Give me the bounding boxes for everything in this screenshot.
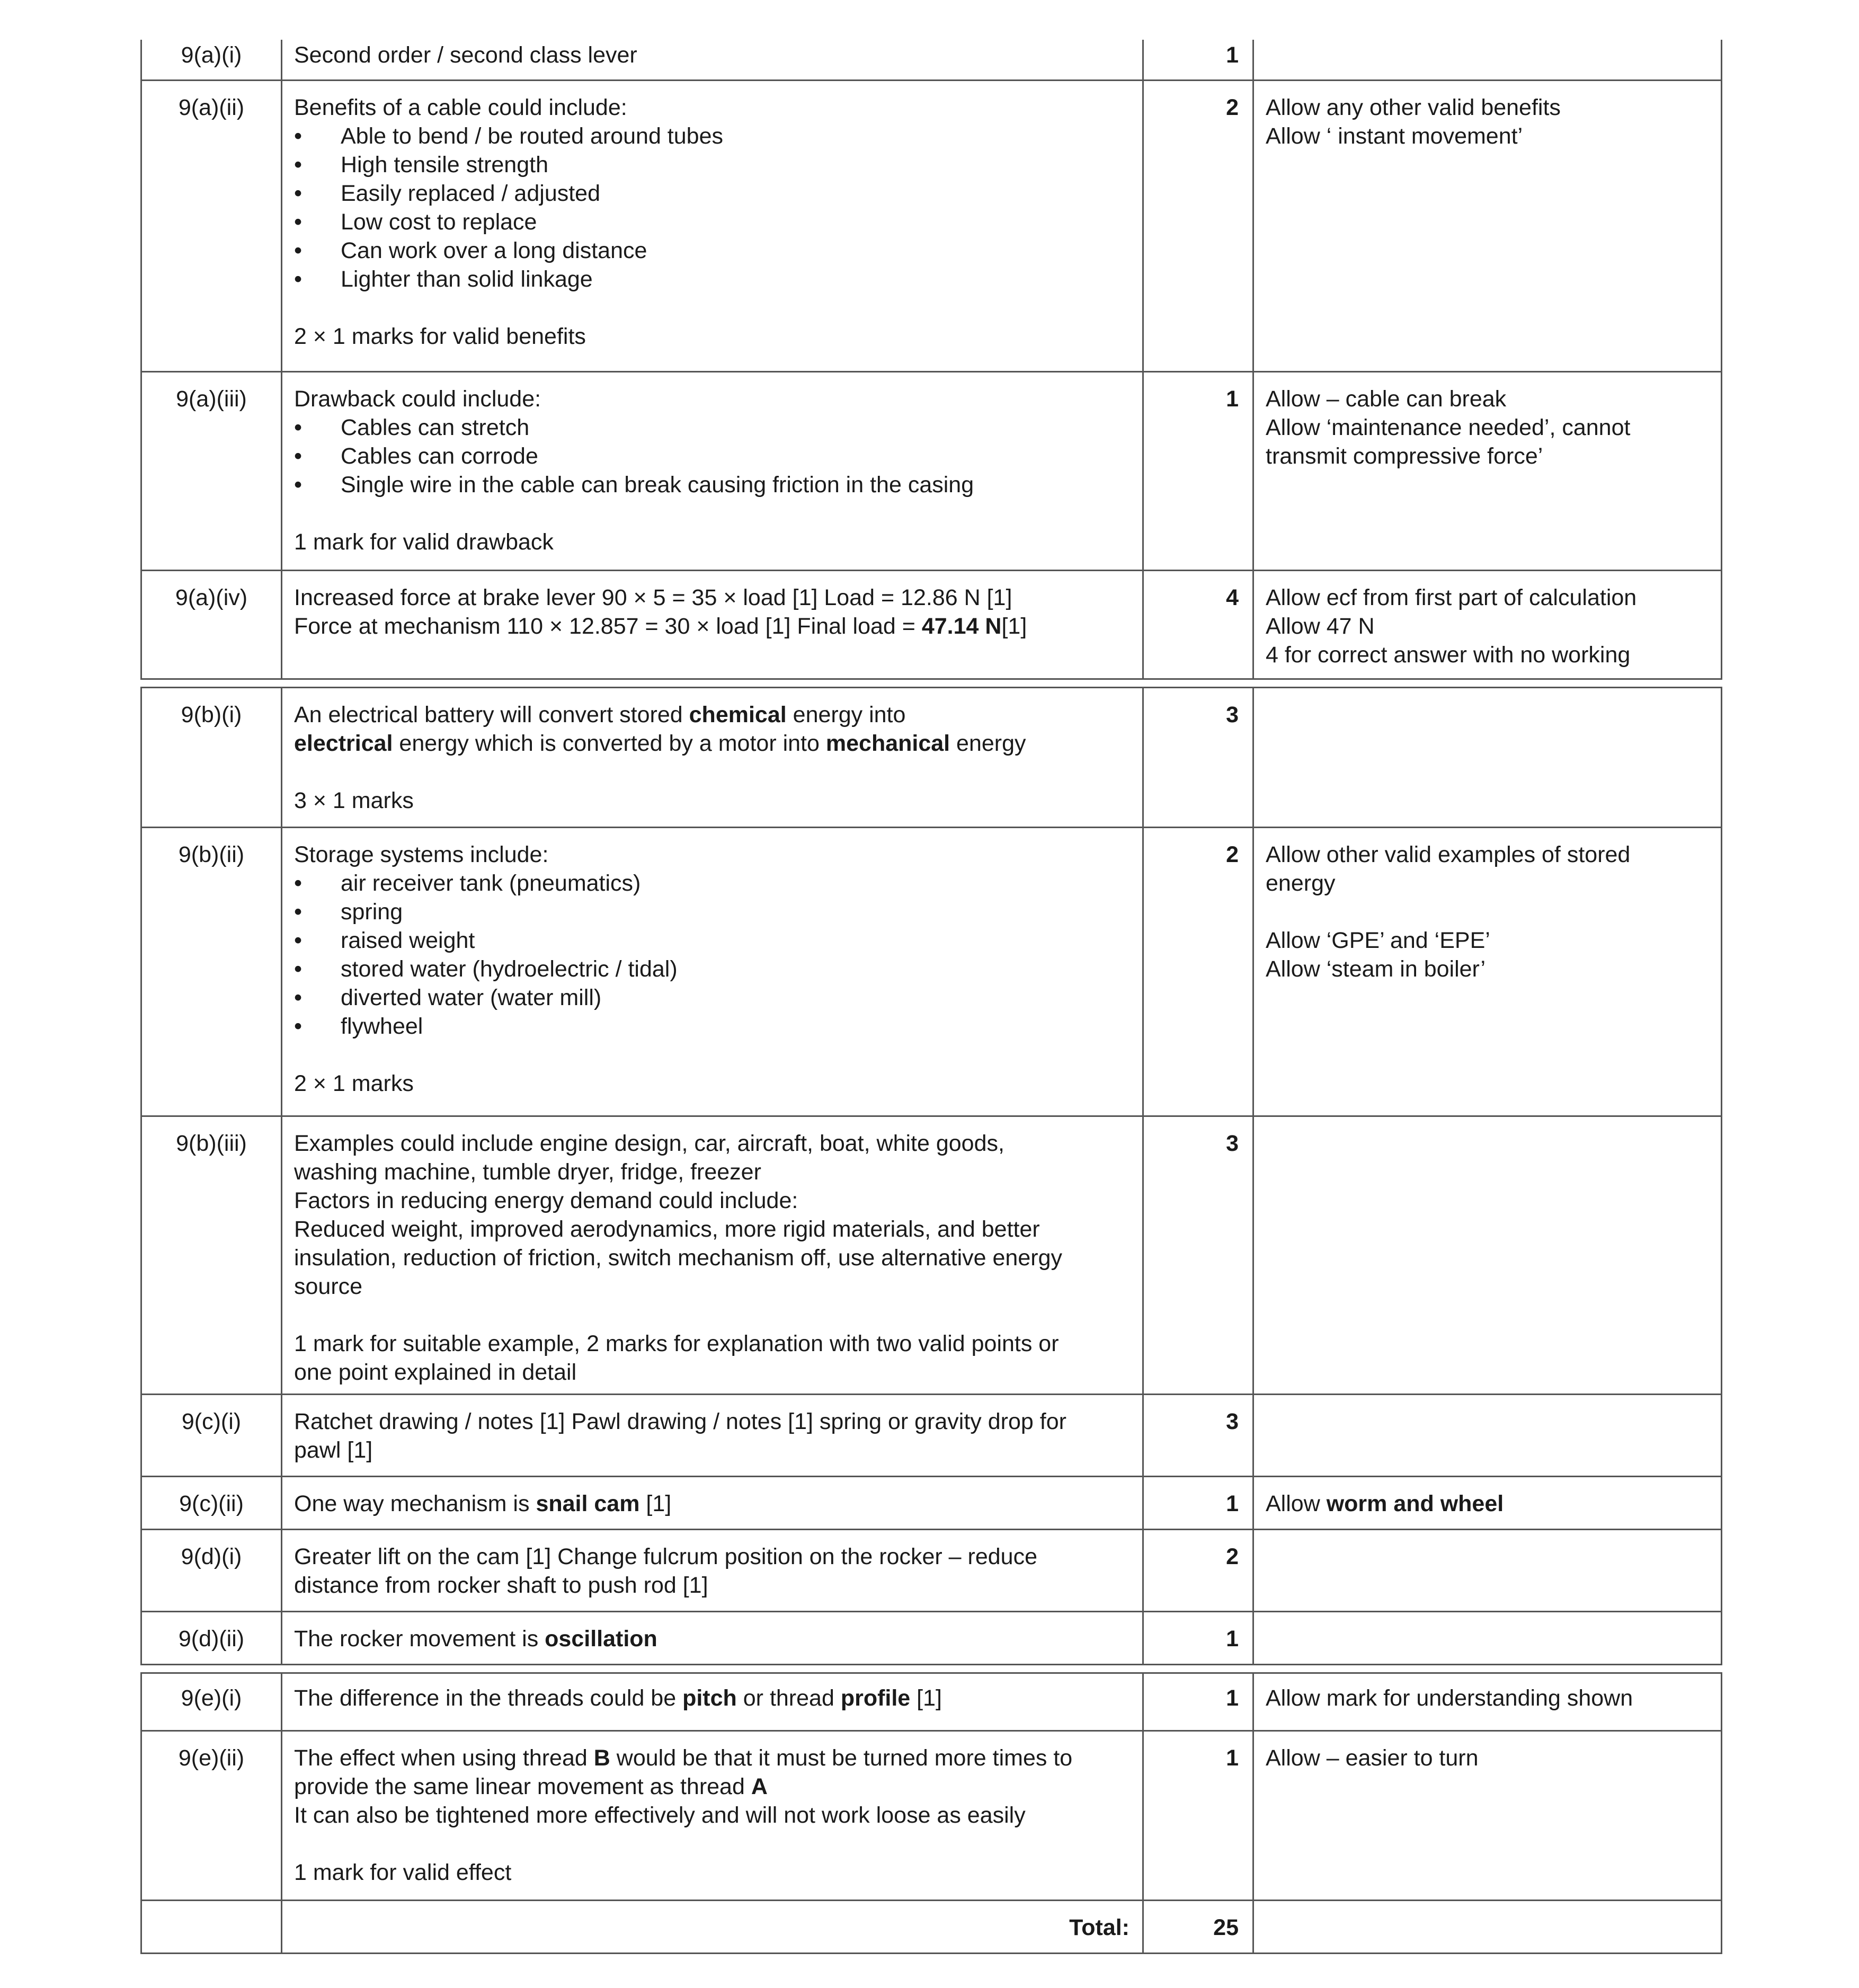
marks-value: 1: [1226, 42, 1239, 68]
guidance-text: Allow mark for understanding shown: [1266, 1685, 1633, 1711]
marks-value: 1: [1226, 386, 1239, 412]
question-number: 9(a)(iii): [176, 386, 247, 412]
row-divider: [140, 1952, 1722, 1954]
table-row-9b-iii: [140, 1115, 1722, 1394]
bullet-item: High tensile strength: [341, 152, 548, 178]
table-row-9e-i: [140, 1672, 1722, 1730]
guidance-cell: [1254, 1529, 1722, 1611]
row-divider: [140, 827, 1722, 828]
marks-value: 3: [1226, 702, 1239, 727]
row-divider: [140, 570, 1722, 571]
mark-note: 1 mark for valid effect: [294, 1860, 512, 1885]
mark-note: 2 × 1 marks: [294, 1071, 414, 1096]
answer-text: The difference in the threads could be pitch or thread profile [1]: [294, 1685, 942, 1711]
table-row-9e-ii: [140, 1730, 1722, 1900]
marks-value: 2: [1226, 95, 1239, 120]
answer-text: Drawback could include: • Cables can stretch • Cables can corrode • Single wire in the cable can break causing friction in the casing 1 mark for valid drawback: [294, 385, 1133, 556]
bullet-item: Single wire in the cable can break causing friction in the casing: [341, 472, 974, 498]
marks-value: 1: [1226, 1626, 1239, 1652]
marks-value: 4: [1226, 585, 1239, 610]
marks-value: 3: [1226, 1131, 1239, 1156]
answer-text: One way mechanism is snail cam [1]: [294, 1491, 672, 1516]
table-row-9c-ii: [140, 1476, 1722, 1529]
guidance-cell: [1254, 1611, 1722, 1664]
section-divider: [140, 1664, 1722, 1665]
marks-value: 2: [1226, 842, 1239, 867]
guidance-text: Allow ecf from first part of calculation Allow 47 N 4 for correct answer with no working: [1266, 585, 1637, 668]
marks-value: 3: [1226, 1409, 1239, 1434]
question-number: 9(a)(iv): [175, 585, 248, 610]
question-number: 9(d)(i): [181, 1544, 242, 1569]
table-row-9b-i: [140, 687, 1722, 827]
row-divider: [140, 1529, 1722, 1530]
bullet-item: Lighter than solid linkage: [341, 267, 593, 292]
bullet-item: spring: [341, 899, 403, 925]
bullet-item: stored water (hydroelectric / tidal): [341, 956, 678, 982]
table-row-9c-i: [140, 1394, 1722, 1476]
marks-value: 1: [1226, 1685, 1239, 1711]
bullet-item: Able to bend / be routed around tubes: [341, 123, 723, 149]
section-divider: [140, 678, 1722, 680]
guidance-cell: [1254, 1115, 1722, 1394]
table-row-9b-ii: [140, 827, 1722, 1115]
total-label: Total:: [1069, 1915, 1129, 1940]
row-divider: [140, 1476, 1722, 1477]
table-row-9d-i: [140, 1529, 1722, 1611]
guidance-cell: [1254, 40, 1722, 79]
bullet-item: diverted water (water mill): [341, 985, 602, 1010]
bullet-item: flywheel: [341, 1014, 423, 1039]
row-divider: [140, 371, 1722, 372]
question-number: 9(d)(ii): [178, 1626, 245, 1652]
bullet-item: raised weight: [341, 928, 475, 953]
total-marks: 25: [1213, 1915, 1239, 1940]
question-number: 9(c)(ii): [179, 1491, 244, 1516]
guidance-text: Allow – cable can break Allow ‘maintenance needed’, cannot transmit compressive force’: [1266, 386, 1631, 469]
table-row-9a-iii: [140, 371, 1722, 570]
table-row-9a-i: [140, 40, 1722, 79]
question-number: 9(b)(ii): [178, 842, 245, 867]
answer-text: An electrical battery will convert stored chemical energy into electrical energy which is converted by a motor into mechanical energy 3 × 1 marks: [294, 700, 1133, 815]
guidance-text: Allow any other valid benefits Allow ‘ instant movement’: [1266, 95, 1561, 149]
answer-cell: [282, 40, 1144, 79]
table-row-9a-iv: [140, 570, 1722, 678]
answer-text: Benefits of a cable could include: • Able to bend / be routed around tubes • High tensile strength • Easily replaced / adjusted • Low cost to replace • Can work over a long distance • Lighter than solid linkage 2 × 1 marks for valid benefits: [294, 93, 1133, 351]
bullet-item: Easily replaced / adjusted: [341, 181, 601, 206]
bullet-item: Cables can corrode: [341, 443, 538, 469]
guidance-text: Allow worm and wheel: [1266, 1491, 1504, 1516]
question-number: 9(b)(iii): [176, 1131, 247, 1156]
guidance-cell: [1254, 687, 1722, 827]
question-cell: [140, 40, 282, 79]
question-number: 9(a)(i): [181, 42, 242, 68]
question-cell: [140, 1900, 282, 1952]
question-number: 9(b)(i): [181, 702, 242, 727]
mark-note: 2 × 1 marks for valid benefits: [294, 324, 586, 349]
mark-note: 1 mark for valid drawback: [294, 529, 554, 555]
marks-value: 2: [1226, 1544, 1239, 1569]
final-answer: 47.14 N: [921, 614, 1002, 639]
bullet-item: Can work over a long distance: [341, 238, 647, 263]
answer-text: Examples could include engine design, car, aircraft, boat, white goods, washing machine, tumble dryer, fridge, freezer Factors in reducing energy demand could include: Reduced weight, improved aerodynamics, more rigid materials, and better insulation, reduction of friction, switch mechanism off, use alternative energy source 1 mark for suitable example, 2 marks for explanation with two valid points or one point explained in detail: [294, 1131, 1062, 1385]
table-row-9d-ii: [140, 1611, 1722, 1664]
question-number: 9(e)(ii): [178, 1745, 245, 1771]
answer-intro: Benefits of a cable could include:: [294, 95, 627, 120]
guidance-cell: [1254, 1394, 1722, 1476]
guidance-cell: [1254, 1900, 1722, 1952]
question-number: 9(a)(ii): [178, 95, 245, 120]
row-divider: [140, 79, 1722, 81]
marks-cell: [1144, 40, 1254, 79]
bullet-item: Cables can stretch: [341, 415, 530, 440]
bullet-item: Low cost to replace: [341, 209, 537, 235]
answer-text: Increased force at brake lever 90 × 5 = 35 × load [1] Load = 12.86 N [1] Force at mechanism 110 × 12.857 = 30 × load [1] Final load = 47.14 N[1]: [294, 585, 1027, 639]
row-divider: [140, 1730, 1722, 1732]
mark-note: 3 × 1 marks: [294, 788, 414, 813]
row-divider: [140, 1900, 1722, 1901]
row-divider: [140, 1115, 1722, 1117]
answer-text: The rocker movement is oscillation: [294, 1626, 657, 1652]
bullet-item: air receiver tank (pneumatics): [341, 871, 641, 896]
row-divider: [140, 1611, 1722, 1612]
answer-text: Greater lift on the cam [1] Change fulcrum position on the rocker – reduce distance from rocker shaft to push rod [1]: [294, 1544, 1038, 1598]
question-number: 9(c)(i): [181, 1409, 242, 1434]
guidance-text: Allow – easier to turn: [1266, 1745, 1479, 1771]
answer-text: Ratchet drawing / notes [1] Pawl drawing / notes [1] spring or gravity drop for pawl [1]: [294, 1409, 1066, 1463]
marks-value: 1: [1226, 1745, 1239, 1771]
answer-text: Second order / second class lever: [294, 42, 637, 68]
marks-value: 1: [1226, 1491, 1239, 1516]
table-row-9a-ii: [140, 79, 1722, 371]
table-row-total: [140, 1900, 1722, 1952]
question-number: 9(e)(i): [181, 1685, 242, 1711]
answer-text: The effect when using thread B would be that it must be turned more times to provide the same linear movement as thread A It can also be tightened more effectively and will not work loose as easily 1 mark for valid effect: [294, 1744, 1133, 1887]
answer-text: Storage systems include: • air receiver tank (pneumatics) • spring • raised weight • stored water (hydroelectric / tidal) • diverted water (water mill) • flywheel 2 × 1 marks: [294, 840, 1133, 1098]
guidance-text: Allow other valid examples of stored energy Allow ‘GPE’ and ‘EPE’ Allow ‘steam in boiler’: [1266, 842, 1631, 982]
row-divider: [140, 1394, 1722, 1395]
